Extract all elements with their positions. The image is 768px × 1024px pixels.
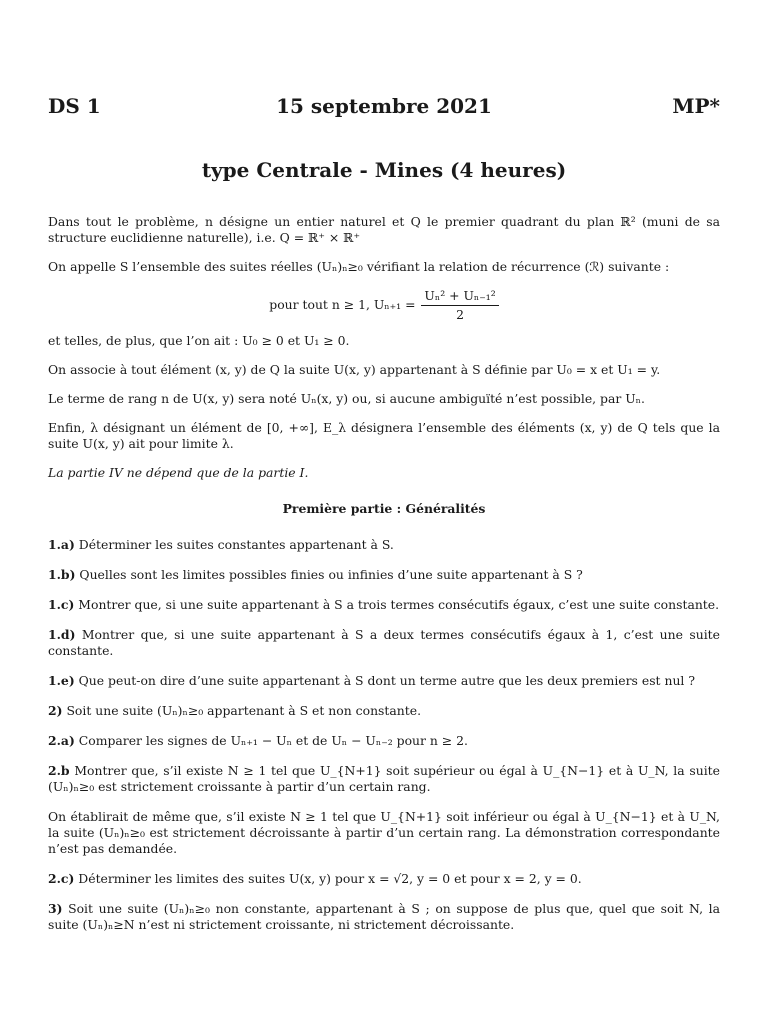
question-item: On établirait de même que, s’il existe N ≥ 1 tel que U_{N+1} soit inférieur ou égal à U_{N−1} et à U_N, la suite (Uₙ)ₙ≥₀ est strictement décroissante à partir d’un certain rang. La démonstration correspondante n’est pas demandée. (48, 809, 720, 856)
question-list (48, 537, 720, 933)
question-item: 1.c) Montrer que, si une suite appartenant à S a trois termes consécutifs égaux, c’est une suite constante. (48, 597, 720, 612)
section-title: Première partie : Généralités (282, 501, 486, 516)
intro-paragraph-1: Dans tout le problème, n désigne un entier naturel et Q le premier quadrant du plan ℝ² (muni de sa structure euclidienne naturelle), i.e. Q = ℝ⁺ × ℝ⁺ (48, 214, 720, 245)
question-item: 1.a) Déterminer les suites constantes appartenant à S. (48, 537, 394, 552)
intro-paragraph-5: Le terme de rang n de U(x, y) sera noté Uₙ(x, y) ou, si aucune ambiguïté n’est possible, par Uₙ. (48, 391, 645, 406)
intro-note: La partie IV ne dépend que de la partie I. (48, 465, 309, 480)
intro-paragraph-6: Enfin, λ désignant un élément de [0, +∞], E_λ désignera l’ensemble des éléments (x, y) de Q tels que la suite U(x, y) ait pour limite λ. (48, 420, 720, 451)
header-date: 15 septembre 2021 (276, 94, 492, 118)
intro-paragraph-2: On appelle S l’ensemble des suites réelles (Uₙ)ₙ≥₀ vérifiant la relation de récurrence (ℛ) suivante : (48, 259, 670, 274)
question-item: 3) Soit une suite (Uₙ)ₙ≥₀ non constante, appartenant à S ; on suppose de plus que, quel que soit N, la suite (Uₙ)ₙ≥N n’est ni strictement croissante, ni strictement décroissante. (48, 901, 720, 932)
question-item: 2.c) Déterminer les limites des suites U(x, y) pour x = √2, y = 0 et pour x = 2, y = 0. (48, 871, 582, 886)
question-item: 1.e) Que peut-on dire d’une suite appartenant à S dont un terme autre que les deux premiers est nul ? (48, 673, 695, 688)
equation-fraction (421, 288, 498, 323)
question-item: 1.b) Quelles sont les limites possibles finies ou infinies d’une suite appartenant à S ? (48, 567, 583, 582)
document-header (48, 94, 720, 122)
header-course: DS 1 (48, 94, 101, 118)
question-item: 2.a) Comparer les signes de Uₙ₊₁ − Uₙ et de Uₙ − Uₙ₋₂ pour n ≥ 2. (48, 733, 468, 748)
intro-paragraph-4: On associe à tout élément (x, y) de Q la suite U(x, y) appartenant à S définie par U₀ = x et U₁ = y. (48, 362, 661, 377)
equation-denominator: 2 (456, 307, 465, 322)
question-item: 2) Soit une suite (Uₙ)ₙ≥₀ appartenant à S et non constante. (48, 703, 422, 718)
question-item: 2.b Montrer que, s’il existe N ≥ 1 tel que U_{N+1} soit supérieur ou égal à U_{N−1} et à U_N, la suite (Uₙ)ₙ≥₀ est strictement croissante à partir d’un certain rang. (48, 763, 720, 794)
intro-paragraph-3: et telles, de plus, que l’on ait : U₀ ≥ 0 et U₁ ≥ 0. (48, 333, 350, 348)
equation-numerator: Uₙ² + Uₙ₋₁² (421, 288, 498, 306)
recurrence-equation (48, 288, 720, 323)
exam-body (48, 214, 720, 947)
header-class: MP* (672, 94, 720, 118)
exam-title: type Centrale - Mines (4 heures) (201, 158, 567, 182)
equation-left: pour tout n ≥ 1, Uₙ₊₁ = (269, 297, 416, 312)
question-item: 1.d) Montrer que, si une suite appartenant à S a deux termes consécutifs égaux à 1, c’est une suite constante. (48, 627, 720, 658)
